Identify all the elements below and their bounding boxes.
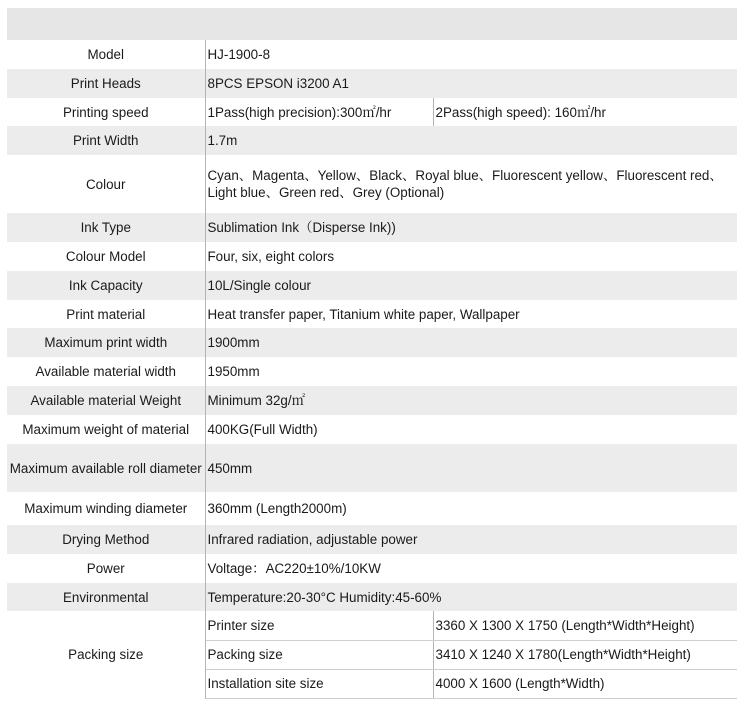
row-label: Print Heads <box>7 69 205 98</box>
table-row <box>7 357 737 386</box>
table-row <box>7 328 737 357</box>
row-label: Maximum available roll diameter <box>7 444 205 492</box>
row-value: Voltage：AC220±10%/10KW <box>205 554 737 583</box>
row-value: 400KG(Full Width) <box>205 415 737 444</box>
row-label: Available material Weight <box>7 386 205 415</box>
packing-item-value: 3410 X 1240 X 1780(Length*Width*Height) <box>433 640 737 669</box>
packing-item-name: Packing size <box>205 640 433 669</box>
row-value: 1900mm <box>205 328 737 357</box>
table-row <box>7 444 737 492</box>
row-label: Print Width <box>7 126 205 155</box>
packing-item-name: Installation site size <box>205 669 433 698</box>
table-header-band <box>7 8 737 40</box>
row-value: Cyan、Magenta、Yellow、Black、Royal blue、Fluorescent yellow、Fluorescent red、Light blue、Green red、Grey (Optional) <box>205 155 737 213</box>
row-value: HJ-1900-8 <box>205 40 737 69</box>
row-value: 8PCS EPSON i3200 A1 <box>205 69 737 98</box>
table-row <box>7 213 737 242</box>
row-value: 450mm <box>205 444 737 492</box>
table-row <box>7 242 737 271</box>
table-row <box>7 415 737 444</box>
row-value-secondary: 2Pass(high speed): 160㎡/hr <box>433 98 737 126</box>
row-label: Environmental <box>7 583 205 611</box>
table-row <box>7 554 737 583</box>
row-label: Colour <box>7 155 205 213</box>
table-row <box>7 386 737 415</box>
row-label: Colour Model <box>7 242 205 271</box>
row-value: 1.7m <box>205 126 737 155</box>
row-label: Ink Type <box>7 213 205 242</box>
table-row <box>7 492 737 525</box>
row-label: Maximum print width <box>7 328 205 357</box>
table-row <box>7 126 737 155</box>
spec-sheet <box>7 8 737 699</box>
table-row <box>7 155 737 213</box>
row-label: Print material <box>7 300 205 328</box>
table-row <box>7 271 737 300</box>
row-label: Power <box>7 554 205 583</box>
row-value: 1950mm <box>205 357 737 386</box>
row-value: 360mm (Length2000m) <box>205 492 737 525</box>
row-value: Infrared radiation, adjustable power <box>205 525 737 554</box>
table-row <box>7 69 737 98</box>
table-row <box>7 98 737 126</box>
packing-item-value: 4000 X 1600 (Length*Width) <box>433 669 737 698</box>
row-value: Minimum 32g/㎡ <box>205 386 737 415</box>
row-value: Heat transfer paper, Titanium white paper, Wallpaper <box>205 300 737 328</box>
row-value: 10L/Single colour <box>205 271 737 300</box>
row-label: Ink Capacity <box>7 271 205 300</box>
row-value: Sublimation Ink（Disperse Ink)) <box>205 213 737 242</box>
row-label: Maximum weight of material <box>7 415 205 444</box>
table-row <box>7 300 737 328</box>
row-label: Drying Method <box>7 525 205 554</box>
row-value: Temperature:20-30°C Humidity:45-60% <box>205 583 737 611</box>
table-row <box>7 525 737 554</box>
row-value: 1Pass(high precision):300㎡/hr <box>205 98 433 126</box>
packing-item-name: Printer size <box>205 611 433 640</box>
row-label: Maximum winding diameter <box>7 492 205 525</box>
row-label: Model <box>7 40 205 69</box>
packing-row <box>7 611 737 640</box>
packing-label: Packing size <box>7 611 205 698</box>
table-row <box>7 40 737 69</box>
row-label: Printing speed <box>7 98 205 126</box>
table-row <box>7 583 737 611</box>
row-value: Four, six, eight colors <box>205 242 737 271</box>
row-label: Available material width <box>7 357 205 386</box>
spec-table <box>7 8 737 699</box>
packing-item-value: 3360 X 1300 X 1750 (Length*Width*Height) <box>433 611 737 640</box>
